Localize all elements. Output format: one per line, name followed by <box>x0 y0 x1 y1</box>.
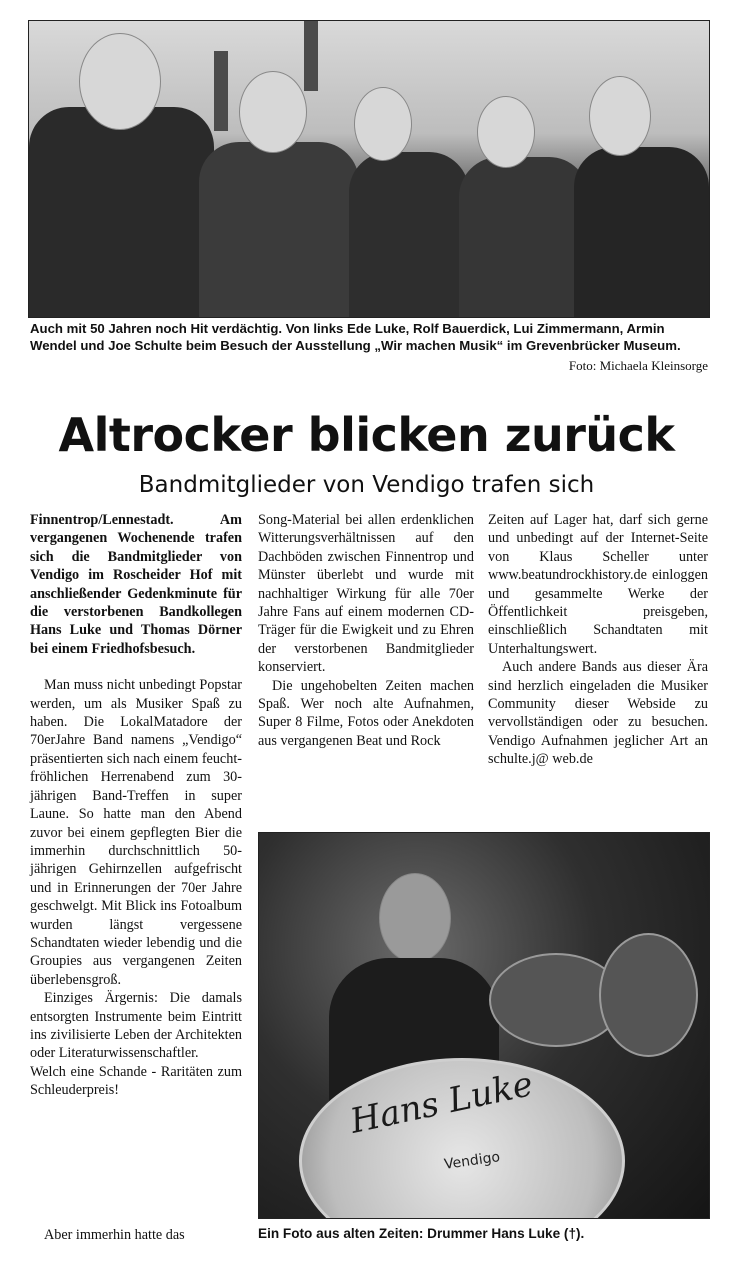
article-paragraph: Auch andere Bands aus dieser Ära sind herzlich eingeladen die Musiker Community dieser Webside zu vervollständigen oder zu besuchen. Vendigo Aufnahmen jeglicher Art an schulte.j@ web.de <box>488 659 708 768</box>
person-head <box>239 71 307 153</box>
article-paragraph: Song-Material bei allen erdenklichen Witterungsverhältnissen auf den Dachböden zwischen Finnentrop und Münster überlebt und wurde mit nachhaltiger Wirkung für alle 70er Jahre Fans auf einem modernen CD-Träger für die Ewigkeit und zu Ehren der verstorbenen Bandmitglieder konserviert. <box>258 512 474 676</box>
article-column-1 <box>30 511 242 1100</box>
article-paragraph: Man muss nicht unbedingt Popstar werden, um als Musiker Spaß zu haben. Die LokalMatadore der 70erJahre Band namens „Vendigo“ präsentierten sich nach einem feucht-fröhlichen Herrenabend zum 30-jährigen Band-Treffen in super Laune. So hatte man den Abend zuvor bei einem gepflegten Bier die immerhin durchschnittlich 50-jährigen Gehirnzellen aufgefrischt und in Erinnerungen der 70er Jahre geschwelgt. Mit Blick ins Fotoalbum wurden längst vergessene Schandtaten wieder lebendig und die Groupies aus vergangenen Zeiten überlebensgroß. <box>30 677 242 988</box>
headline: Altrocker blicken zurück <box>58 408 675 462</box>
lead-paragraph: Finnentrop/Lennestadt. Am vergangenen Wochenende trafen sich die Bandmitglieder von Vendigo im Roscheider Hof mit anschließender Gedenkminute für die verstorbenen Bandkollegen Hans Luke und Thomas Dörner bei einem Friedhofsbesuch. <box>30 512 242 657</box>
article-paragraph: Welch eine Schande - Raritäten zum Schleuderpreis! <box>30 1063 242 1099</box>
article-column-3 <box>488 511 708 769</box>
person-figure <box>29 107 214 317</box>
drum-cymbal <box>599 933 698 1057</box>
person-head <box>79 33 161 130</box>
guitar-neck <box>304 21 318 91</box>
band-photo <box>28 20 710 318</box>
drummer-photo <box>258 832 710 1219</box>
signature: Hans Luke <box>346 1064 537 1142</box>
article-column-1-end <box>30 1226 242 1244</box>
photo-caption: Auch mit 50 Jahren noch Hit verdächtig. Von links Ede Luke, Rolf Bauerdick, Lui Zimmermann, Armin Wendel und Joe Schulte beim Besuch der Ausstellung „Wir machen Musik“ im Grevenbrücker Museum. <box>30 321 681 353</box>
article-paragraph: Die ungehobelten Zeiten machen Spaß. Wer noch alte Aufnahmen, Super 8 Filme, Fotos oder Anekdoten aus vergangenen Beat und Rock <box>258 677 474 749</box>
article-paragraph: Zeiten auf Lager hat, darf sich gerne und unbedingt auf der Internet-Seite von Klaus Scheller unter www.beatundrockhistory.de einloggen und gesammelte Werke der Öffentlichkeit preisgeben, einschließlich Schandtaten mit Unterhaltungswert. <box>488 512 708 657</box>
photo-credit: Foto: Michaela Kleinsorge <box>568 358 708 373</box>
person-figure <box>574 147 709 317</box>
person-head <box>477 96 535 168</box>
article-paragraph: Aber immerhin hatte das <box>44 1227 185 1243</box>
drummer-head <box>379 873 451 963</box>
person-head <box>354 87 412 161</box>
article-column-2 <box>258 511 474 750</box>
person-figure <box>199 142 359 317</box>
subheadline: Bandmitglieder von Vendigo trafen sich <box>138 472 595 498</box>
photo-caption: Ein Foto aus alten Zeiten: Drummer Hans Luke (†). <box>258 1226 585 1241</box>
article-paragraph: Einziges Ärgernis: Die damals entsorgten Instrumente beim Eintritt ins zivilisierte Leben der Architekten oder Literaturwissenschaftler. <box>30 990 242 1062</box>
person-head <box>589 76 651 156</box>
guitar-neck <box>214 51 228 131</box>
drum-logo: Vendigo <box>443 1149 502 1173</box>
person-figure <box>349 152 469 317</box>
person-figure <box>459 157 589 317</box>
